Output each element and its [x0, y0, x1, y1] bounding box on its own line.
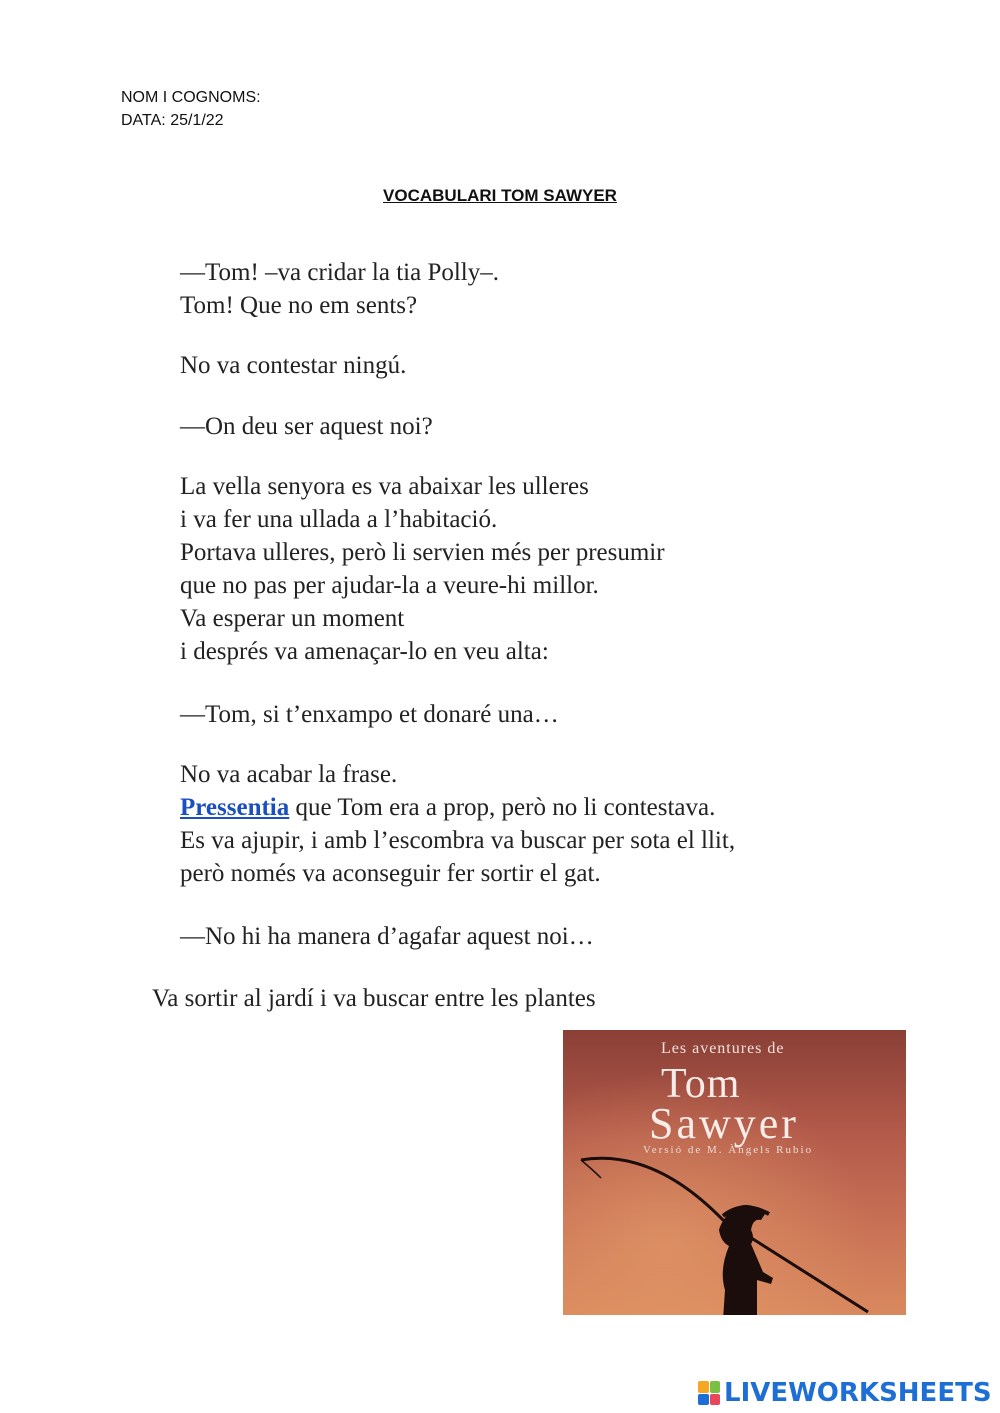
- worksheet-header: [121, 86, 261, 132]
- page-title: VOCABULARI TOM SAWYER: [383, 186, 617, 205]
- cover-title-line2: Sawyer: [649, 1099, 799, 1148]
- text-line: [180, 791, 735, 824]
- text-line: —Tom, si t’enxampo et donaré una…: [180, 701, 559, 728]
- liveworksheets-icon: [698, 1381, 720, 1405]
- text-line: —On deu ser aquest noi?: [180, 413, 433, 440]
- text-line: Portava ulleres, però li servien més per presumir: [180, 539, 665, 566]
- text-line: La vella senyora es va abaixar les ulleres: [180, 473, 589, 500]
- date-label: DATA: 25/1/22: [121, 112, 224, 129]
- text-line: No va acabar la frase.: [180, 761, 398, 788]
- text-line: Va esperar un moment: [180, 605, 405, 632]
- paragraph-2: [180, 349, 406, 382]
- paragraph-3: [180, 410, 433, 443]
- text-line: —No hi ha manera d’agafar aquest noi…: [180, 923, 594, 950]
- text-line: que no pas per ajudar-la a veure-hi millor.: [180, 572, 599, 599]
- paragraph-5: [180, 698, 559, 731]
- paragraph-4: [180, 470, 665, 668]
- text-line: Es va ajupir, i amb l’escombra va buscar per sota el llit,: [180, 827, 736, 854]
- text-line: Tom! Que no em sents?: [180, 292, 418, 319]
- text-line-rest: que Tom era a prop, però no li contestava.: [289, 794, 716, 821]
- vocab-link-pressentia[interactable]: Pressentia: [180, 794, 290, 821]
- brand-name: LIVEWORKSHEETS: [724, 1378, 992, 1408]
- cover-subtitle: Les aventures de: [661, 1040, 785, 1057]
- paragraph-7: [180, 920, 594, 953]
- text-line: —Tom! –va cridar la tia Polly–.: [180, 259, 500, 286]
- text-line: però només va aconseguir fer sortir el gat.: [180, 860, 601, 887]
- text-line: i després va amenaçar-lo en veu alta:: [180, 638, 549, 665]
- name-label: NOM I COGNOMS:: [121, 89, 261, 106]
- liveworksheets-logo: [698, 1378, 992, 1408]
- paragraph-1: [180, 256, 499, 322]
- cover-version: Versió de M. Àngels Rubio: [643, 1144, 814, 1156]
- text-line: No va contestar ningú.: [180, 352, 407, 379]
- paragraph-8: [152, 982, 596, 1015]
- paragraph-6: [180, 758, 735, 890]
- book-cover-image: [563, 1030, 906, 1315]
- cover-title-line1: Tom: [661, 1061, 741, 1107]
- text-line: i va fer una ullada a l’habitació.: [180, 506, 498, 533]
- text-line: Va sortir al jardí i va buscar entre les plantes: [152, 985, 596, 1012]
